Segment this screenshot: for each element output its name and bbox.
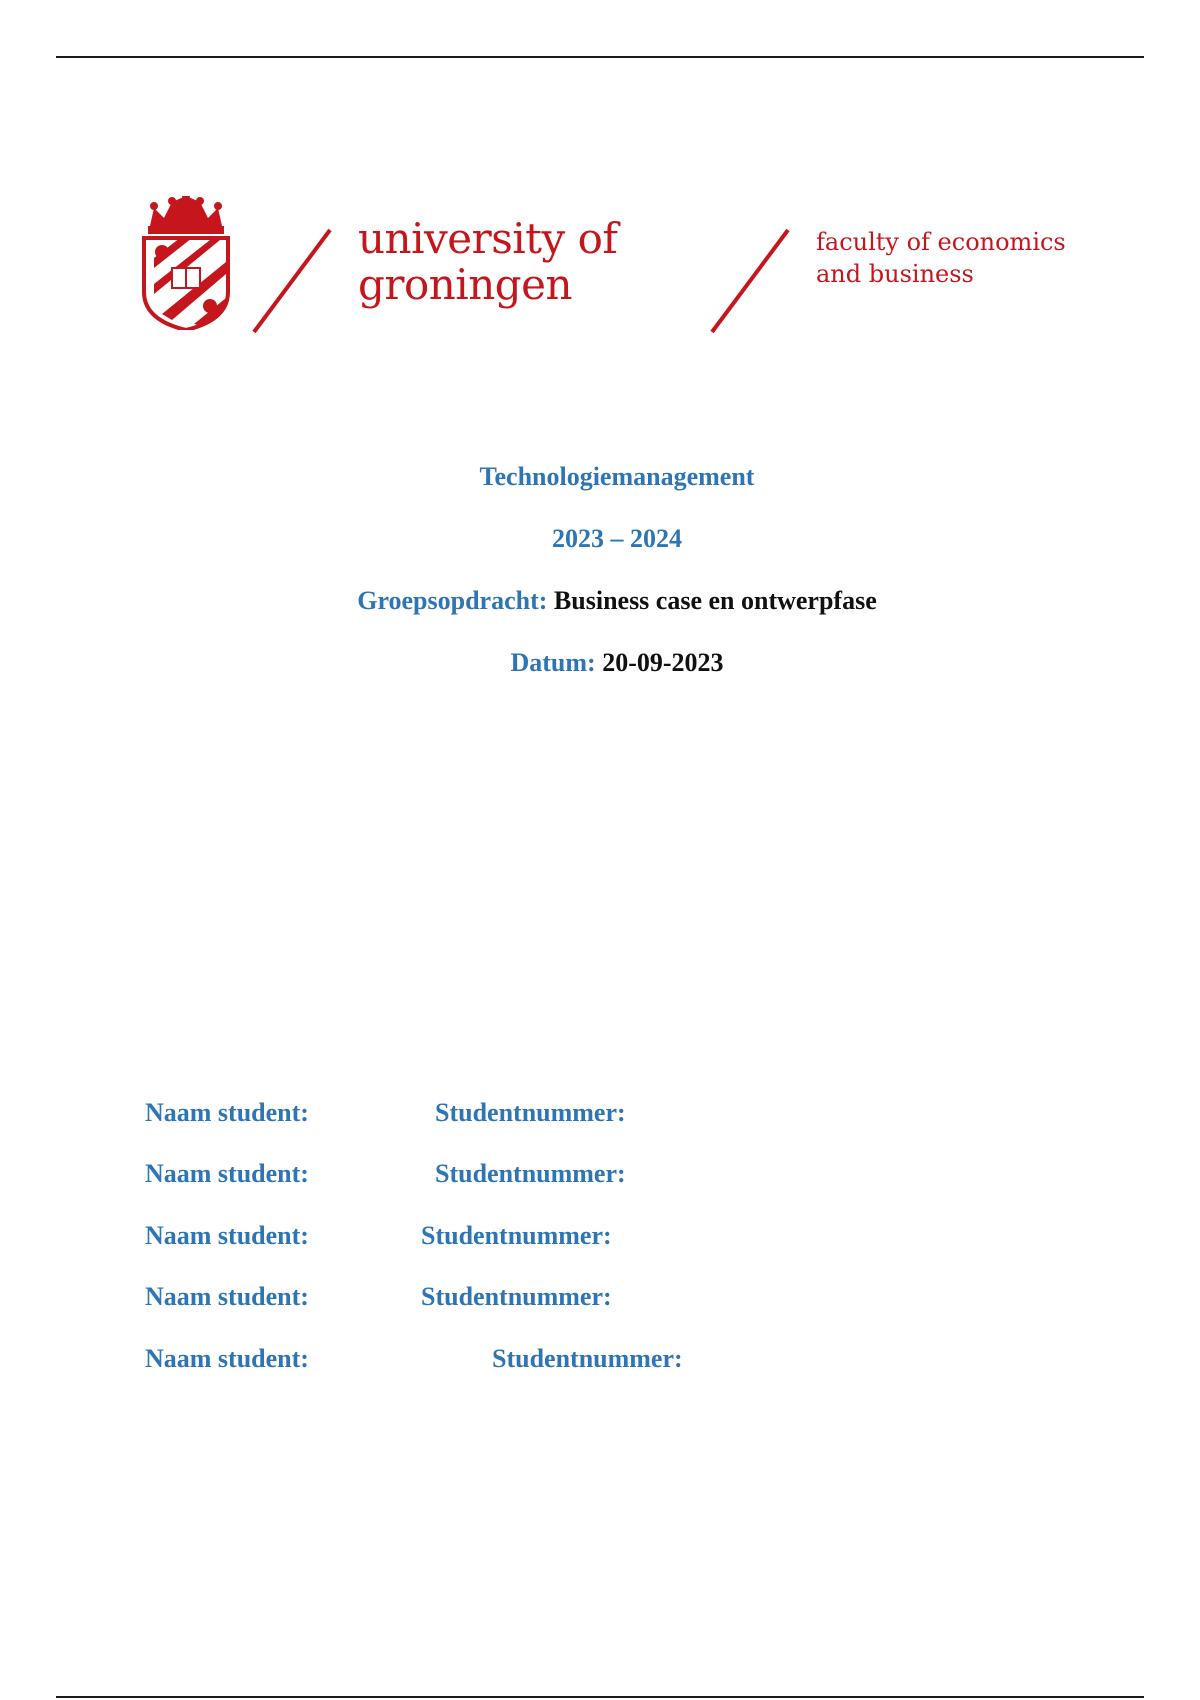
student-name-label: Naam student: <box>145 1098 309 1127</box>
faculty-name-line1: faculty of economics <box>816 228 1066 256</box>
student-name-label: Naam student: <box>145 1221 309 1250</box>
date-value: 20-09-2023 <box>602 648 724 677</box>
date-label: Datum: <box>510 648 596 677</box>
student-name-label: Naam student: <box>145 1282 309 1311</box>
student-number-label: Studentnummer: <box>435 1159 626 1188</box>
student-name-label: Naam student: <box>145 1159 309 1188</box>
assignment-value: Business case en ontwerpfase <box>553 586 877 615</box>
assignment-label: Groepsopdracht: <box>357 586 548 615</box>
student-number-label: Studentnummer: <box>435 1098 626 1127</box>
divider-slash-icon <box>248 226 338 336</box>
faculty-name <box>816 226 1066 290</box>
top-rule <box>56 56 1144 58</box>
university-name <box>358 216 617 308</box>
student-number-label: Studentnummer: <box>492 1344 683 1373</box>
divider-slash-icon <box>706 226 796 336</box>
university-name-line1: university of <box>358 214 618 263</box>
crest-icon <box>140 196 232 330</box>
student-name-label: Naam student: <box>145 1344 309 1373</box>
bottom-rule <box>56 1696 1144 1698</box>
university-logo <box>140 190 1100 340</box>
date-line <box>0 648 1200 678</box>
student-number-label: Studentnummer: <box>421 1282 612 1311</box>
academic-year: 2023 – 2024 <box>552 524 682 553</box>
course-title: Technologiemanagement <box>479 462 755 491</box>
assignment-line <box>0 586 1200 616</box>
faculty-name-line2: and business <box>816 260 974 288</box>
student-number-label: Studentnummer: <box>421 1221 612 1250</box>
university-name-line2: groningen <box>358 260 573 309</box>
